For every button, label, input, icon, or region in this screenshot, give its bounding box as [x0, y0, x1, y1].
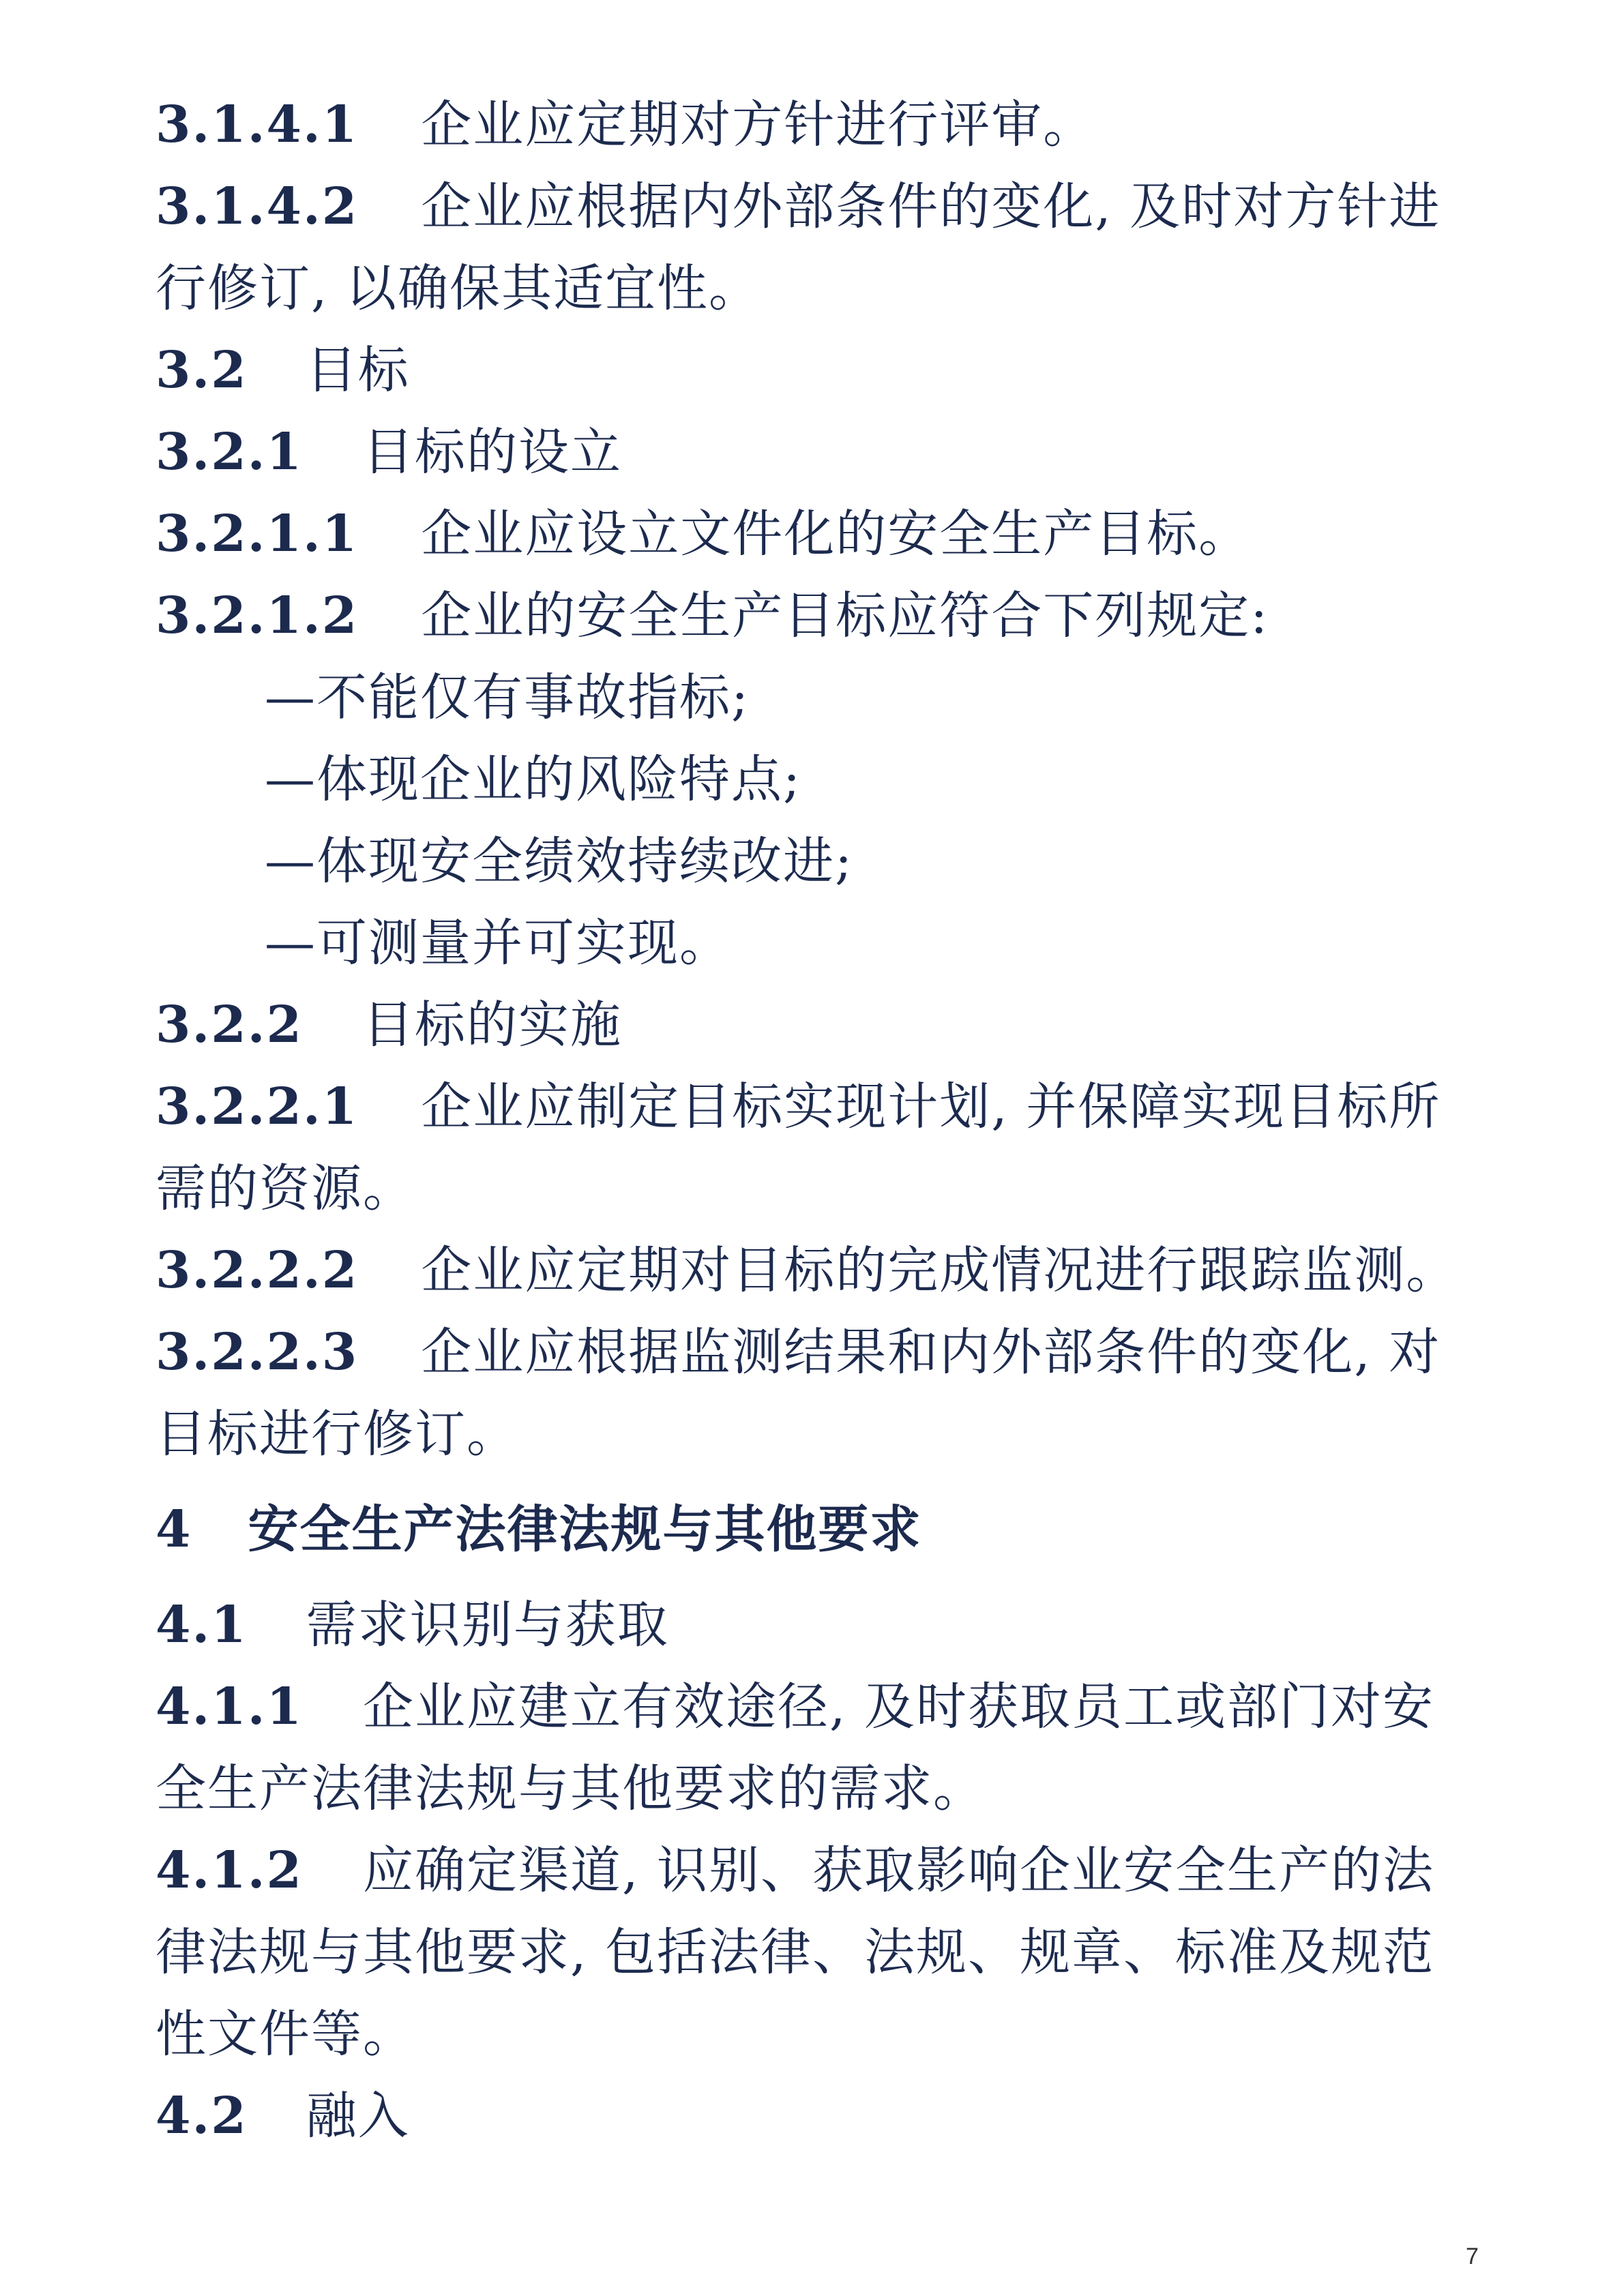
list-item	[265, 912, 731, 974]
section-number: 3.2.1	[156, 423, 303, 481]
section-title: 需求识别与获取	[306, 1596, 669, 1654]
clause-text-continuation: 律法规与其他要求, 包括法律、法规、规章、标准及规范	[156, 1923, 1435, 1982]
list-item	[265, 831, 853, 892]
section-number: 3.2	[156, 341, 248, 400]
clause-3-2-2-3-continuation	[156, 1403, 518, 1465]
section-4-1	[156, 1594, 669, 1656]
clause-text: 企业应建立有效途径, 及时获取员工或部门对安	[363, 1678, 1435, 1736]
clause-3-2-2-3	[156, 1322, 1441, 1383]
clause-4-1-2-continuation-2	[156, 2003, 415, 2065]
section-title: 融入	[306, 2087, 410, 2145]
list-item-text: —不能仅有事故指标;	[265, 668, 750, 727]
clause-text-continuation: 行修订, 以确保其适宜性。	[156, 259, 761, 318]
section-3-2-2	[156, 994, 622, 1056]
clause-number: 4.1.1	[156, 1678, 303, 1736]
section-title: 目标的设立	[363, 423, 622, 481]
clause-text-continuation: 目标进行修订。	[156, 1405, 518, 1463]
clause-3-2-2-2	[156, 1240, 1458, 1301]
clause-number: 3.2.1.2	[156, 586, 359, 645]
clause-number: 3.2.2.1	[156, 1077, 359, 1136]
section-3-2	[156, 340, 410, 401]
page-number: 7	[1466, 2243, 1479, 2269]
clause-3-2-2-1-continuation	[156, 1158, 415, 1219]
clause-text-continuation: 需的资源。	[156, 1159, 415, 1218]
clause-3-1-4-1	[156, 94, 1095, 155]
section-4-2	[156, 2085, 410, 2147]
clause-text: 企业应根据监测结果和内外部条件的变化, 对	[421, 1323, 1441, 1382]
clause-number: 3.2.2.3	[156, 1323, 359, 1382]
list-item-text: —可测量并可实现。	[265, 914, 731, 972]
clause-text-continuation: 全生产法律法规与其他要求的需求。	[156, 1759, 985, 1818]
clause-text: 企业应根据内外部条件的变化, 及时对方针进	[421, 177, 1441, 236]
list-item	[265, 749, 801, 810]
chapter-title: 安全生产法律法规与其他要求	[248, 1500, 922, 1559]
clause-number: 3.1.4.1	[156, 95, 359, 154]
clause-4-1-1	[156, 1676, 1434, 1738]
list-item-text: —体现企业的风险特点;	[265, 750, 801, 809]
clause-text: 企业应制定目标实现计划, 并保障实现目标所	[421, 1077, 1441, 1136]
section-title: 目标	[306, 341, 410, 400]
clause-text: 应确定渠道, 识别、获取影响企业安全生产的法	[363, 1841, 1435, 1900]
clause-3-2-1-1	[156, 503, 1250, 565]
clause-number: 3.2.2.2	[156, 1241, 359, 1300]
clause-text-continuation: 性文件等。	[156, 2005, 415, 2063]
clause-3-2-2-1	[156, 1076, 1441, 1137]
section-number: 4.2	[156, 2087, 248, 2145]
clause-text: 企业应定期对方针进行评审。	[421, 95, 1095, 154]
section-3-2-1	[156, 421, 622, 483]
section-number: 4.1	[156, 1596, 248, 1654]
clause-text: 企业应定期对目标的完成情况进行跟踪监测。	[421, 1241, 1458, 1300]
section-number: 3.2.2	[156, 996, 303, 1054]
chapter-4-heading	[156, 1499, 922, 1560]
clause-number: 3.2.1.1	[156, 505, 359, 563]
chapter-number: 4	[156, 1500, 192, 1559]
section-title: 目标的实施	[363, 996, 622, 1054]
clause-3-2-1-2	[156, 585, 1269, 646]
clause-3-1-4-2-continuation	[156, 258, 761, 319]
clause-number: 4.1.2	[156, 1841, 303, 1900]
clause-text: 企业应设立文件化的安全生产目标。	[421, 505, 1251, 563]
clause-number: 3.1.4.2	[156, 177, 359, 236]
clause-text: 企业的安全生产目标应符合下列规定:	[421, 586, 1269, 645]
list-item-text: —体现安全绩效持续改进;	[265, 832, 853, 891]
clause-4-1-1-continuation	[156, 1758, 985, 1819]
clause-4-1-2-continuation	[156, 1922, 1434, 1983]
list-item	[265, 667, 750, 728]
clause-4-1-2	[156, 1840, 1434, 1901]
clause-3-1-4-2	[156, 176, 1441, 237]
